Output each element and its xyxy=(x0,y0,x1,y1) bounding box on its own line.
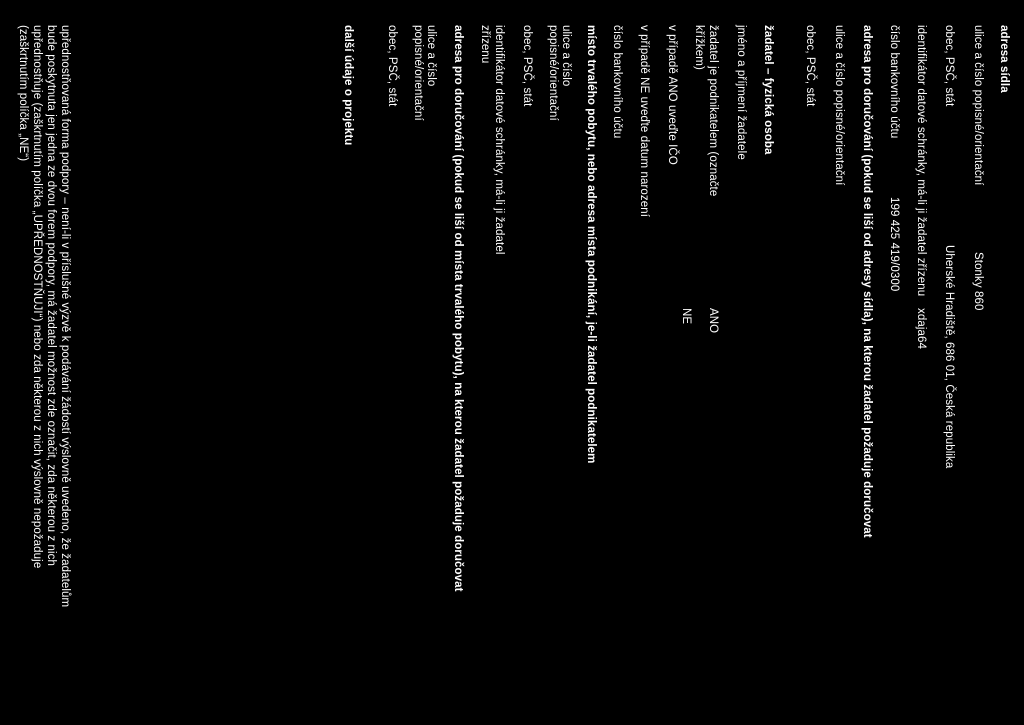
note-ne-datum-narozeni: v případě NE uveďte datum narození xyxy=(638,25,650,218)
label-obec: obec, PSČ, stát xyxy=(943,25,955,107)
label-datova-schranka: identifikátor datové schránky, má-li ji žadatel zřízenu xyxy=(915,25,927,297)
label-obec-pobyt: obec, PSČ, stát xyxy=(521,25,533,107)
label-ulice-dorucovani-pobytu-line2: popisné/orientační xyxy=(412,25,424,121)
label-podnikatel-line2: křížkem) xyxy=(693,25,705,70)
section-heading-dorucovani-pobytu: adresa pro doručování (pokud se liší od místa trvalého pobytu), na kterou žadatel požaduje doručovat xyxy=(452,25,464,592)
text-forma-podpory-line4: (zaškrtnutím políčka „NE“) xyxy=(17,25,29,162)
label-datova-pobyt-line1: identifikátor datové schránky, má-li ji žadatel xyxy=(493,25,505,255)
section-heading-fyzicka-osoba: žadatel – fyzická osoba xyxy=(762,25,774,155)
label-podnikatel-line1: žadatel je podnikatelem (označte xyxy=(707,25,719,197)
label-obec-dorucovani: obec, PSČ, stát xyxy=(804,25,816,107)
label-ulice-pobyt-line2: popisné/orientační xyxy=(547,25,559,121)
section-heading-projekt: další údaje o projektu xyxy=(342,25,354,146)
value-ulice: Stonky 860 xyxy=(972,252,984,311)
section-heading-dorucovani-sidla: adresa pro doručování (pokud se liší od adresy sídla), na kterou žadatel požaduje doručovat xyxy=(861,25,873,538)
value-datova-schranka: xdaja64 xyxy=(915,308,927,349)
text-forma-podpory-line1: upřednostňovaná forma podpory – není-li v příslušné výzvě k podávání žádostí výslovně uvedeno, že žadatelům xyxy=(59,25,71,608)
section-heading-sidlo: adresa sídla xyxy=(998,25,1010,93)
label-datova-pobyt-line2: zřízenu xyxy=(479,25,491,64)
option-ano: ANO xyxy=(707,308,719,334)
label-ulice: ulice a číslo popisné/orientační xyxy=(972,25,984,186)
label-ulice-pobyt-line1: ulice a číslo xyxy=(560,25,572,87)
label-obec-dorucovani-pobytu: obec, PSČ, stát xyxy=(386,25,398,107)
label-ulice-dorucovani: ulice a číslo popisné/orientační xyxy=(833,25,845,186)
note-ano-ico: v případě ANO uveďte IČO xyxy=(666,25,678,165)
label-ulice-dorucovani-pobytu-line1: ulice a číslo xyxy=(425,25,437,87)
text-forma-podpory-line2: bude poskytnuta jen jedna ze dvou forem podpory, má žadatel možnost zde označit, zda některou z nich xyxy=(45,25,57,567)
value-obec: Uherské Hradiště, 686 01, Česká republika xyxy=(943,245,955,469)
text-forma-podpory-line3: upřednostňuje (zaškrtnutím políčka „UPŘEDNOSTŇUJI“) nebo zda některou z nich výslovně nepožaduje xyxy=(31,25,43,569)
option-ne: NE xyxy=(680,308,692,325)
label-bankovni-ucet-fo: číslo bankovního účtu xyxy=(611,25,623,139)
section-heading-trvaly-pobyt: místo trvalého pobytu, nebo adresa místa podnikání, je-li žadatel podnikatelem xyxy=(585,25,597,464)
value-bankovni-ucet: 199 425 419/0300 xyxy=(888,197,900,292)
label-jmeno: jméno a příjmení žadatele xyxy=(735,25,747,160)
label-bankovni-ucet: číslo bankovního účtu xyxy=(888,25,900,139)
